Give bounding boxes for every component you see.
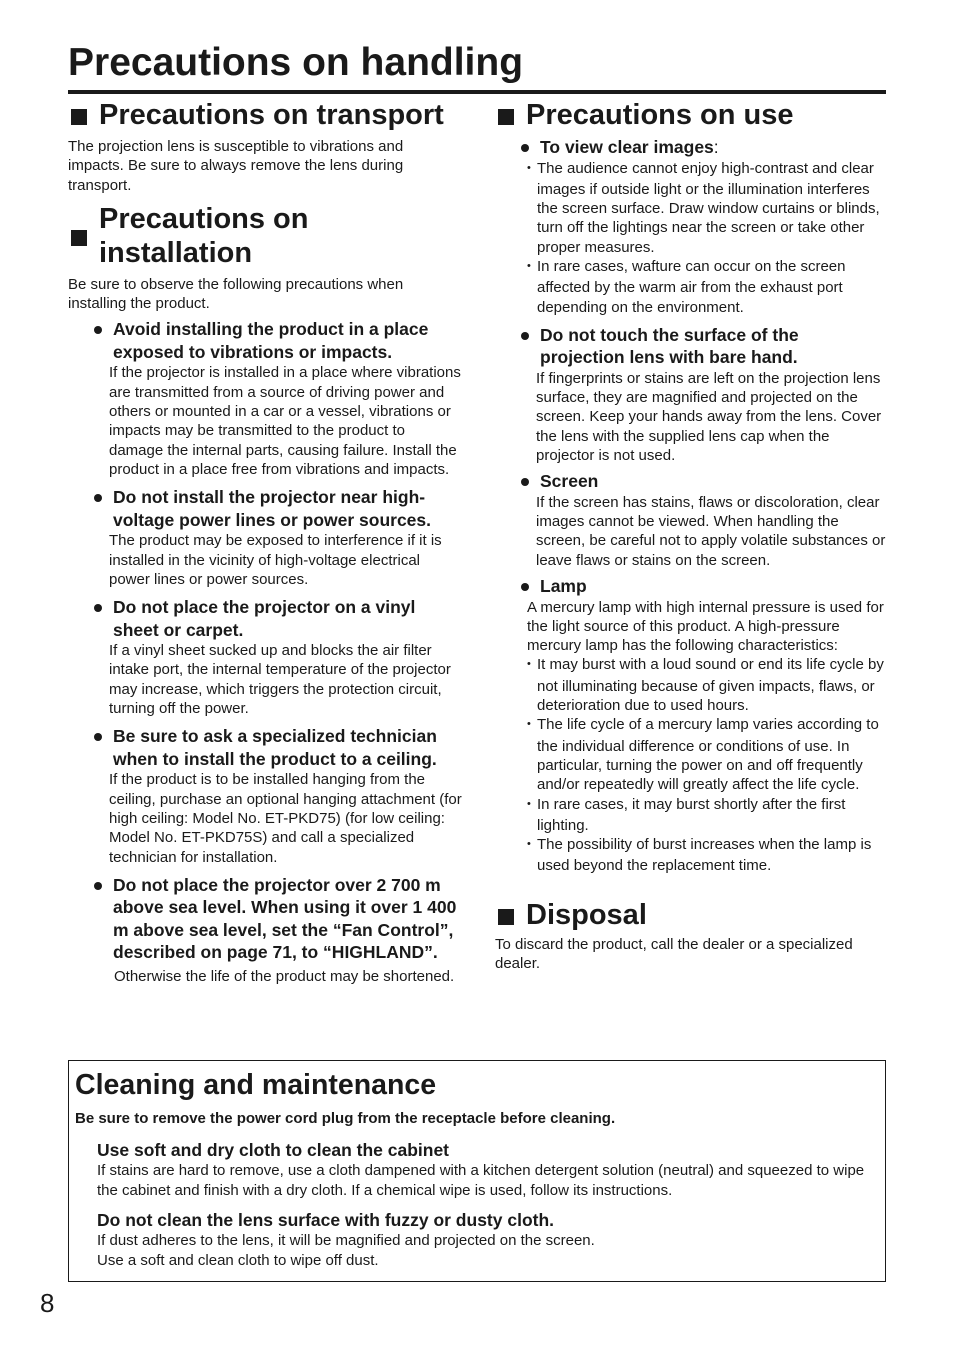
cleaning-item bbox=[97, 1139, 872, 1201]
disposal-heading-text: Disposal bbox=[526, 898, 647, 931]
installation-item bbox=[94, 318, 463, 479]
cleaning-item-title: Use soft and dry cloth to clean the cabinet bbox=[97, 1140, 450, 1160]
use-lamp bbox=[495, 575, 887, 876]
list-item: • The audience cannot enjoy high-contrast and clear images if outside light or the illumination interferes the screen surface. Draw window curtains or blinds, turn off the lightings near the screen or take other proper measures. bbox=[527, 159, 887, 257]
use-screen bbox=[521, 470, 887, 570]
cleaning-item-title: Do not clean the lens surface with fuzzy or dusty cloth. bbox=[97, 1210, 555, 1230]
installation-item-body: The product may be exposed to interference if it is installed in the vicinity of high-voltage electrical power lines or power sources. bbox=[109, 532, 442, 588]
round-bullet-icon bbox=[521, 332, 529, 340]
use-lens-surface-title: Do not touch the surface of the projection lens with bare hand. bbox=[521, 324, 887, 369]
installation-item-body: If the projector is installed in a place where vibrations are transmitted from a source of driving power and others or mounted in a car or a vessel, vibrations or impacts may be transmitted to the product to damage the internal parts, causing failure. Install the product in a place free from vibrations and impacts. bbox=[109, 364, 461, 478]
lamp-characteristics-list bbox=[527, 655, 887, 875]
round-bullet-icon bbox=[94, 882, 102, 890]
page-title: Precautions on handling bbox=[68, 38, 886, 94]
disposal-body: To discard the product, call the dealer or a specialized dealer. bbox=[495, 935, 853, 972]
installation-item bbox=[94, 874, 463, 988]
installation-item-title: Be sure to ask a specialized technician when to install the product to a ceiling. bbox=[94, 725, 463, 770]
square-bullet-icon bbox=[498, 909, 514, 925]
installation-item-body: If a vinyl sheet sucked up and blocks the air filter intake port, the internal temperature of the projector may increase, which triggers the protection circuit, turning off the power. bbox=[109, 642, 451, 718]
use-screen-body: If the screen has stains, flaws or discoloration, clear images cannot be viewed. When handling the screen, be careful not to apply volatile substances or leave flaws or stains on the screen. bbox=[536, 493, 886, 569]
installation-list bbox=[94, 318, 463, 987]
use-clear-images-title: To view clear images : bbox=[521, 136, 887, 159]
square-bullet-icon bbox=[71, 109, 87, 125]
round-bullet-icon bbox=[521, 144, 529, 152]
list-item: • It may burst with a loud sound or end its life cycle by not illuminating because of given impacts, flaws, or deterioration due to used hours. bbox=[527, 655, 887, 715]
installation-heading bbox=[68, 202, 463, 270]
installation-item bbox=[94, 725, 463, 866]
installation-item-body: Otherwise the life of the product may be shortened. bbox=[114, 967, 455, 985]
round-bullet-icon bbox=[94, 494, 102, 502]
installation-intro: Be sure to observe the following precautions when installing the product. bbox=[68, 275, 404, 313]
square-bullet-icon bbox=[498, 109, 514, 125]
cleaning-item-body: If stains are hard to remove, use a cloth dampened with a kitchen detergent solution (neutral) and squeezed to wipe the cabinet and finish with a dry cloth. If a chemical wipe is used, follow its instructions. bbox=[97, 1162, 865, 1199]
use-screen-title: Screen bbox=[521, 470, 887, 493]
installation-item bbox=[94, 596, 463, 718]
installation-item-title: Do not install the projector near high-voltage power lines or power sources. bbox=[94, 486, 463, 531]
round-bullet-icon bbox=[521, 583, 529, 591]
round-bullet-icon bbox=[94, 733, 102, 741]
installation-heading-text: Precautions on installation bbox=[99, 202, 309, 269]
list-item: • In rare cases, it may burst shortly after the first lighting. bbox=[527, 795, 887, 836]
transport-heading bbox=[68, 98, 463, 132]
installation-item-body: If the product is to be installed hanging from the ceiling, purchase an optional hanging attachment (for high ceiling: Model No. ET-PKD75) (for low ceiling: Model No. ET-PKD75S) and call a specialized technician for installation. bbox=[109, 771, 462, 866]
use-lamp-title: Lamp bbox=[521, 575, 887, 598]
round-bullet-icon bbox=[94, 604, 102, 612]
page-number: 8 bbox=[40, 1288, 55, 1318]
transport-heading-text: Precautions on transport bbox=[99, 99, 444, 131]
round-bullet-icon bbox=[94, 326, 102, 334]
use-lens-surface bbox=[521, 324, 887, 465]
use-clear-images bbox=[521, 136, 887, 317]
list-item: • The life cycle of a mercury lamp varies according to the individual difference or conditions of use. In particular, turning the power on and off frequently and/or repeatedly will greatly affect the life cycle. bbox=[527, 715, 887, 794]
clear-images-list bbox=[527, 159, 887, 317]
right-column bbox=[495, 98, 887, 973]
installation-item-title: Do not place the projector on a vinyl sheet or carpet. bbox=[94, 596, 463, 641]
cleaning-box bbox=[68, 1060, 886, 1282]
use-lens-surface-body: If fingerprints or stains are left on the projection lens surface, they are magnified and projected on the screen. Keep your hands away from the lens. Cover the lens with the supplied lens cap when the projector is not used. bbox=[536, 369, 882, 465]
installation-item bbox=[94, 486, 463, 589]
transport-body: The projection lens is susceptible to vibrations and impacts. Be sure to always remove the lens during transport. bbox=[68, 138, 404, 194]
list-item: • The possibility of burst increases when the lamp is used beyond the replacement time. bbox=[527, 835, 887, 876]
cleaning-item bbox=[97, 1209, 872, 1271]
left-column bbox=[68, 98, 463, 988]
cleaning-warning: Be sure to remove the power cord plug from the receptacle before cleaning. bbox=[75, 1110, 616, 1127]
list-item: • In rare cases, wafture can occur on the screen affected by the warm air from the exhaust port depending on the environment. bbox=[527, 257, 887, 317]
round-bullet-icon bbox=[521, 478, 529, 486]
installation-item-title: Do not place the projector over 2 700 m above sea level. When using it over 1 400 m above sea level, set the “Fan Control”, described on page 71, to “HIGHLAND”. bbox=[94, 874, 463, 964]
use-heading bbox=[495, 98, 887, 132]
use-heading-text: Precautions on use bbox=[526, 99, 794, 131]
installation-item-title: Avoid installing the product in a place exposed to vibrations or impacts. bbox=[94, 318, 463, 363]
cleaning-item-body-line: Use a soft and clean cloth to wipe off dust. bbox=[97, 1252, 379, 1269]
cleaning-heading: Cleaning and maintenance bbox=[75, 1069, 437, 1101]
cleaning-item-body-line: If dust adheres to the lens, it will be magnified and projected on the screen. bbox=[97, 1232, 595, 1249]
use-lamp-body: A mercury lamp with high internal pressure is used for the light source of this product. A high-pressure mercury lamp has the following characteristics: bbox=[527, 598, 884, 655]
square-bullet-icon bbox=[71, 230, 87, 246]
disposal-heading bbox=[495, 898, 887, 932]
